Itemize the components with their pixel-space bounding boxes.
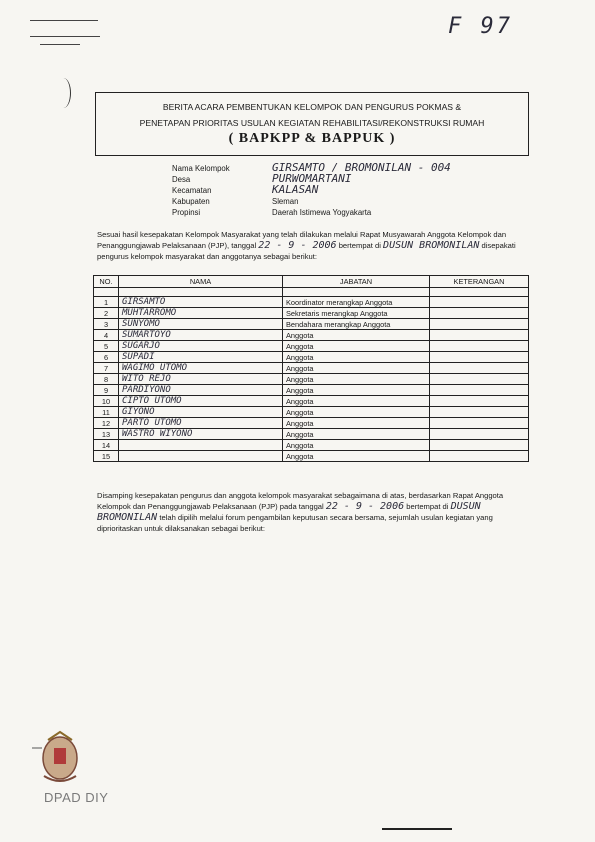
cell-no: 14 [94,440,119,451]
cell-name: SUPADI [119,352,283,363]
cell-jab: Anggota [283,418,430,429]
table-row [94,341,529,352]
paragraph-text: telah dipilih melalui forum pengambilan keputusan secara bersama, sejumlah usulan kegiatan yang diprioritaskan untuk dilaksanakan sebagai berikut: [97,513,493,533]
table-row [94,429,529,440]
cell-ket [430,341,529,352]
handwritten-stroke [40,44,80,45]
cell-ket [430,297,529,308]
archive-watermark: DPAD DIY [44,790,109,805]
table-row [94,352,529,363]
cell-name: PARDIYONO [119,385,283,396]
col-header-position: JABATAN [283,276,430,288]
col-header-remarks: KETERANGAN [430,276,529,288]
cell-name: WAGIMO UTOMO [119,363,283,374]
reference-code: F 97 [448,14,513,39]
paragraph-text: Disamping kesepakatan pengurus dan anggota kelompok masyarakat sebagaimana di atas, berdasarkan Rapat Anggota Kelompok dan Penanggungjawab Pelaksanaan (PJP) pada tanggal [97,491,504,511]
cell-name: CIPTO UTOMO [119,396,283,407]
table-row [94,440,529,451]
title-line-2: PENETAPAN PRIORITAS USULAN KEGIATAN REHABILITASI/REKONSTRUKSI RUMAH [139,118,485,128]
table-row [94,319,529,330]
cell-no: 2 [94,308,119,319]
col-header-no: NO. [94,276,119,288]
handwritten-stroke [30,36,100,37]
cell-jab: Anggota [283,440,430,451]
cell-name: GIYONO [119,407,283,418]
paragraph-text: disepakati pengurus kelompok masyarakat dan anggotanya sebagai berikut: [97,241,516,261]
cell-ket [430,451,529,462]
cell-jab: Anggota [283,330,430,341]
cell-jab: Anggota [283,451,430,462]
cell-no: 4 [94,330,119,341]
cell-no: 9 [94,385,119,396]
table-row [94,407,529,418]
cell-no: 13 [94,429,119,440]
handwritten-stroke [30,20,98,21]
info-value: Daerah Istimewa Yogyakarta [272,208,372,217]
cell-name: MUHTARROMO [119,308,283,319]
handwritten-place: DUSUN BROMONILAN [383,240,480,251]
cell-ket [430,407,529,418]
cell-jab: Anggota [283,396,430,407]
cell-no: 12 [94,418,119,429]
col-header-name: NAMA [119,276,283,288]
cell-ket [430,374,529,385]
cell-no: 11 [94,407,119,418]
members-table [93,275,529,462]
cell-no: 10 [94,396,119,407]
cell-no: 15 [94,451,119,462]
agreement-paragraph [97,229,529,262]
table-row [94,330,529,341]
cell-ket [430,330,529,341]
table-row [94,451,529,462]
table-header-row [94,276,529,288]
info-label: Kabupaten [172,197,210,206]
cell-jab: Anggota [283,407,430,418]
info-label: Kecamatan [172,186,212,195]
handwritten-date: 22 - 9 - 2006 [325,501,405,512]
table-row [94,297,529,308]
cell-ket [430,308,529,319]
priority-paragraph [97,490,529,534]
cell-name: GIRSAMTO [119,297,283,308]
cell-name: SUGARJO [119,341,283,352]
cell-ket [430,418,529,429]
cell-jab: Anggota [283,352,430,363]
cell-no: 8 [94,374,119,385]
handwritten-place: DUSUN BROMONILAN [97,501,481,523]
info-value: Sleman [272,197,299,206]
cell-ket [430,429,529,440]
cell-no: 1 [94,297,119,308]
title-line-1: BERITA ACARA PEMBENTUKAN KELOMPOK DAN PENGURUS POKMAS & [162,102,462,112]
cell-jab: Anggota [283,363,430,374]
table-row [94,308,529,319]
cell-jab: Anggota [283,374,430,385]
paragraph-text: bertempat di [338,241,381,250]
paragraph-text: bertempat di [406,502,449,511]
cell-no: 3 [94,319,119,330]
cell-no: 6 [94,352,119,363]
info-value: GIRSAMTO / BROMONILAN - 004 [272,161,451,174]
cell-name: WASTRO WIYONO [119,429,283,440]
table-row [94,288,529,297]
info-label: Propinsi [172,208,201,217]
table-row [94,396,529,407]
handwritten-date: 22 - 9 - 2006 [258,240,337,251]
paragraph-text: Sesuai hasil kesepakatan Kelompok Masyarakat yang telah dilakukan melalui Rapat Musyawarah Anggota Kelompok dan Penanggungjawab Pelaksanaan (PJP), tanggal [97,230,507,250]
table-row [94,418,529,429]
title-line-3: ( BAPKPP & BAPPUK ) [228,131,396,146]
info-label: Desa [172,175,191,184]
table-row [94,374,529,385]
cell-ket [430,440,529,451]
signature-line [382,828,452,830]
cell-ket [430,363,529,374]
cell-name [119,451,283,462]
cell-jab: Anggota [283,429,430,440]
punch-hole-mark [56,78,71,108]
document-title-box [95,92,529,156]
cell-ket [430,396,529,407]
info-value: KALASAN [272,183,319,196]
archive-emblem-icon [30,728,90,790]
table-row [94,385,529,396]
table-row [94,363,529,374]
cell-ket [430,352,529,363]
cell-ket [430,385,529,396]
cell-jab: Sekretaris merangkap Anggota [283,308,430,319]
cell-name: SUNYOMO [119,319,283,330]
info-value: PURWOMARTANI [272,172,352,185]
cell-jab: Bendahara merangkap Anggota [283,319,430,330]
cell-jab: Koordinator merangkap Anggota [283,297,430,308]
cell-name: WITO REJO [119,374,283,385]
cell-jab: Anggota [283,385,430,396]
cell-no: 5 [94,341,119,352]
cell-name [119,440,283,451]
info-label: Nama Kelompok [172,164,230,173]
cell-name: SUMARTOYO [119,330,283,341]
cell-jab: Anggota [283,341,430,352]
cell-ket [430,319,529,330]
cell-no: 7 [94,363,119,374]
cell-name: PARTO UTOMO [119,418,283,429]
